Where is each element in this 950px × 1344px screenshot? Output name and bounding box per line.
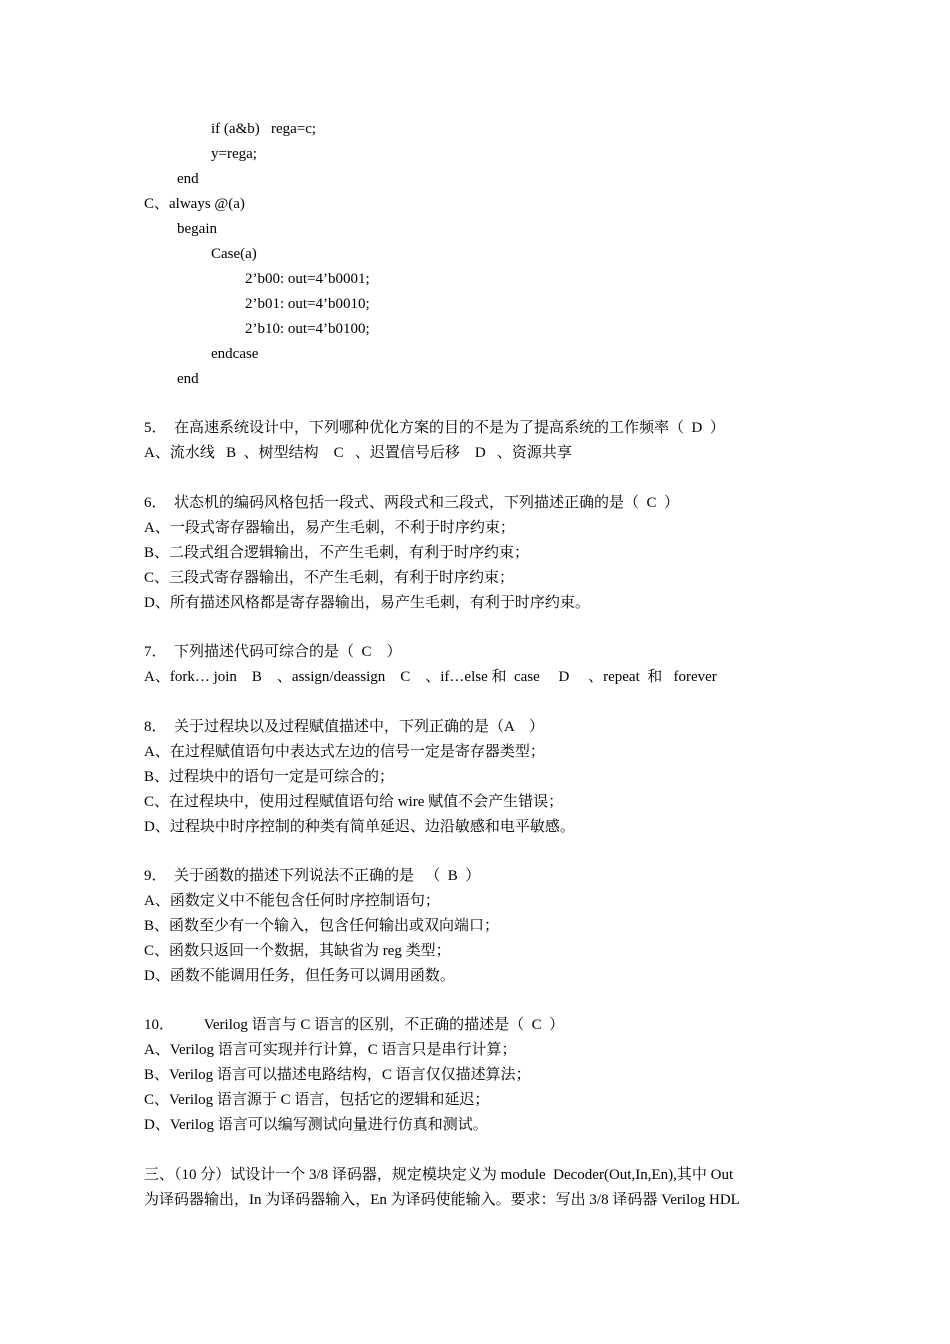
code-line: end	[177, 171, 199, 187]
code-line: 2’b10: out=4’b0100;	[245, 321, 370, 337]
code-line: y=rega;	[211, 146, 257, 162]
question-8-option-b: B、过程块中的语句一定是可综合的；	[144, 769, 395, 785]
code-line: end	[177, 371, 199, 387]
question-9-option-a: A、函数定义中不能包含任何时序控制语句；	[144, 893, 440, 909]
question-8-option-c: C、在过程块中，使用过程赋值语句给 wire 赋值不会产生错误；	[144, 794, 564, 810]
code-line: 2’b00: out=4’b0001;	[245, 271, 370, 287]
question-10-option-d: D、Verilog 语言可以编写测试向量进行仿真和测试。	[144, 1117, 488, 1133]
code-line: if (a&b) rega=c;	[211, 121, 317, 137]
question-6-option-c: C、三段式寄存器输出，不产生毛刺，有利于时序约束；	[144, 570, 515, 586]
question-9-stem: 9． 关于函数的描述下列说法不正确的是 （ B ）	[144, 868, 481, 884]
question-7-options: A、fork… join B 、assign/deassign C 、if…else 和 case D 、repeat 和 forever	[144, 669, 717, 685]
question-6-option-a: A、一段式寄存器输出，易产生毛刺，不利于时序约束；	[144, 520, 515, 536]
code-line: C、always @(a)	[144, 196, 245, 212]
question-6-option-b: B、二段式组合逻辑输出，不产生毛刺，有利于时序约束；	[144, 545, 530, 561]
question-10-option-b: B、Verilog 语言可以描述电路结构，C 语言仅仅描述算法；	[144, 1067, 531, 1083]
section-3-line-1: 三、（10 分）试设计一个 3/8 译码器，规定模块定义为 module Decoder(Out,In,En),其中 Out	[144, 1167, 734, 1183]
question-9-option-d: D、函数不能调用任务，但任务可以调用函数。	[144, 968, 455, 984]
code-line: Case(a)	[211, 246, 257, 262]
question-6-stem: 6． 状态机的编码风格包括一段式、两段式和三段式，下列描述正确的是（ C ）	[144, 495, 680, 511]
question-9-option-b: B、函数至少有一个输入，包含任何输出或双向端口；	[144, 918, 500, 934]
question-7-stem: 7． 下列描述代码可综合的是（ C ）	[144, 644, 402, 660]
section-3-line-2: 为译码器输出，In 为译码器输入，En 为译码使能输入。要求：写出 3/8 译码器 Verilog HDL	[144, 1192, 740, 1208]
question-8-stem: 8． 关于过程块以及过程赋值描述中，下列正确的是（A ）	[144, 719, 545, 735]
question-10-option-c: C、Verilog 语言源于 C 语言，包括它的逻辑和延迟；	[144, 1092, 490, 1108]
question-10-stem: 10． Verilog 语言与 C 语言的区别，不正确的描述是（ C ）	[144, 1017, 565, 1033]
code-line: begain	[177, 221, 217, 237]
code-line: endcase	[211, 346, 259, 362]
code-line: 2’b01: out=4’b0010;	[245, 296, 370, 312]
question-9-option-c: C、函数只返回一个数据，其缺省为 reg 类型；	[144, 943, 451, 959]
question-8-option-d: D、过程块中时序控制的种类有简单延迟、边沿敏感和电平敏感。	[144, 819, 575, 835]
question-5-stem: 5． 在高速系统设计中，下列哪种优化方案的目的不是为了提高系统的工作频率（ D ）	[144, 420, 725, 436]
question-5-options: A、流水线 B 、树型结构 C 、迟置信号后移 D 、资源共享	[144, 445, 572, 461]
question-6-option-d: D、所有描述风格都是寄存器输出，易产生毛刺，有利于时序约束。	[144, 595, 590, 611]
question-10-option-a: A、Verilog 语言可实现并行计算，C 语言只是串行计算；	[144, 1042, 517, 1058]
question-8-option-a: A、在过程赋值语句中表达式左边的信号一定是寄存器类型；	[144, 744, 545, 760]
